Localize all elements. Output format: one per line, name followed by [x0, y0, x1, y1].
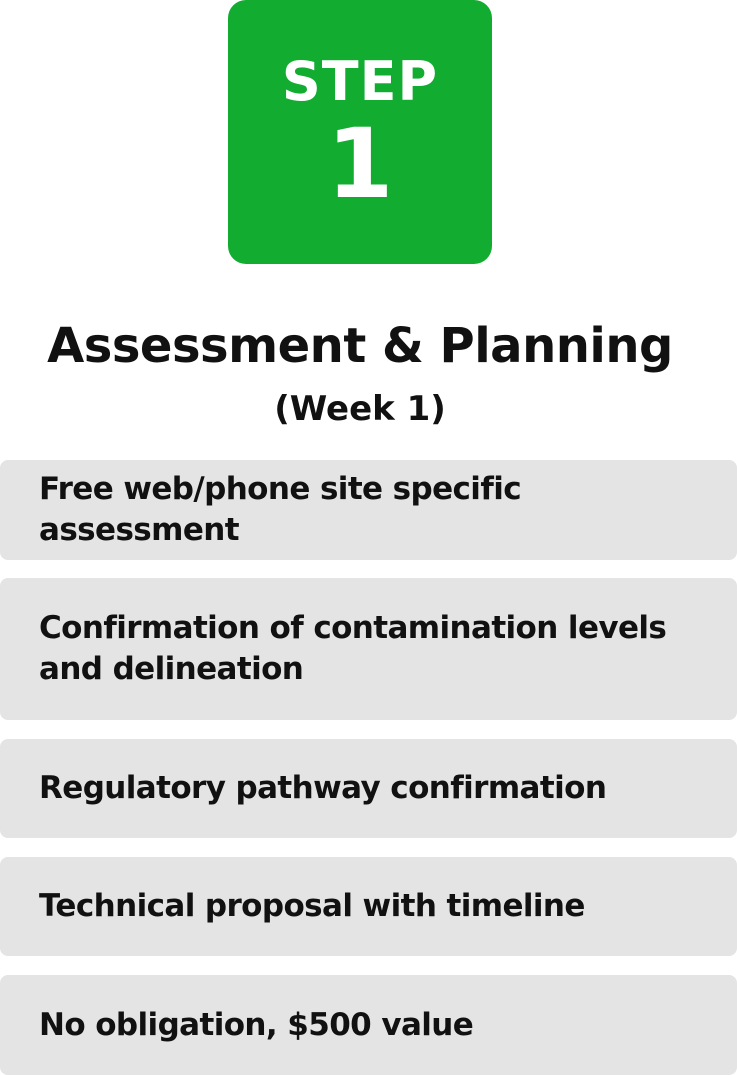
step-number: 1: [326, 108, 394, 220]
list-item: [0, 975, 737, 1075]
list-item: [0, 578, 737, 720]
list-item-text: No obligation, $500 value: [39, 1006, 474, 1043]
list-item-text: Regulatory pathway confirmation: [39, 770, 607, 806]
step-label: STEP: [281, 50, 439, 113]
list-item-text: Technical proposal with timeline: [39, 888, 585, 924]
list-item: [0, 857, 737, 956]
list-item: [0, 460, 737, 560]
list-item-text: Free web/phone site specific assessment: [39, 471, 522, 548]
list-item: [0, 739, 737, 838]
section-subtitle: (Week 1): [274, 389, 446, 429]
list-item-text: Confirmation of contamination levels and delineation: [39, 610, 667, 687]
step-badge: [228, 0, 492, 264]
section-title: Assessment & Planning: [47, 318, 673, 374]
